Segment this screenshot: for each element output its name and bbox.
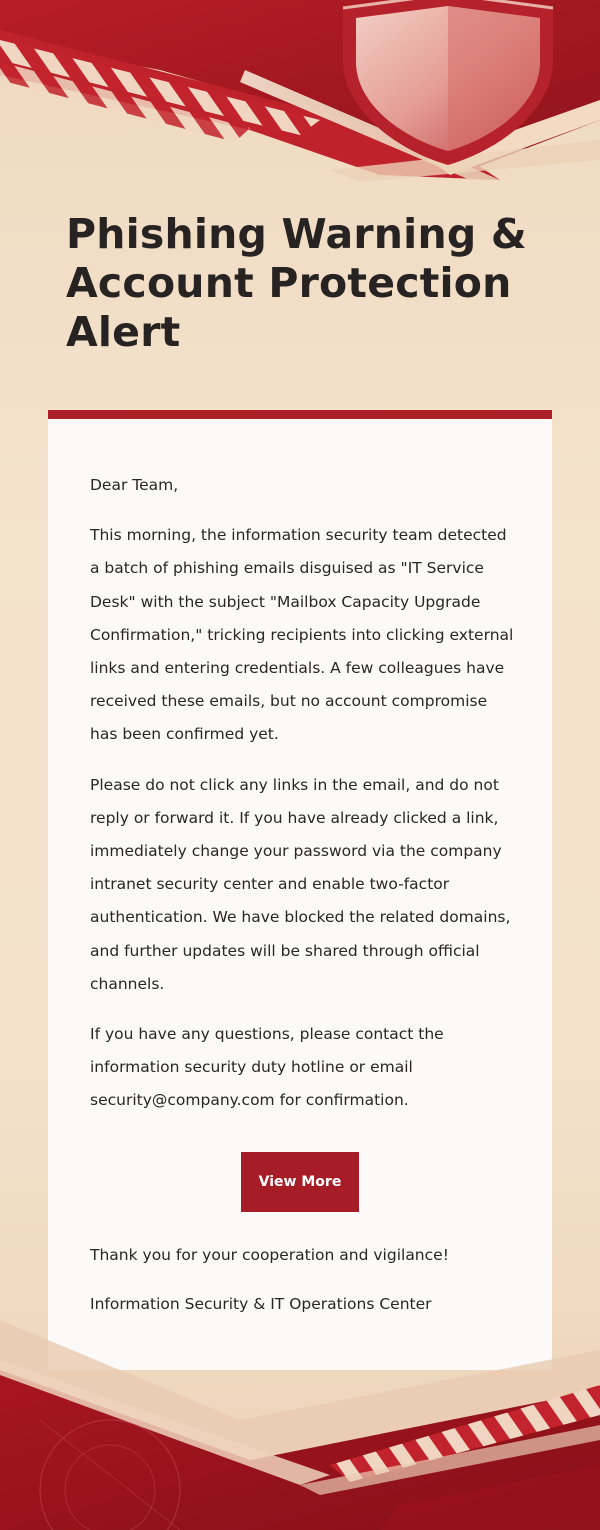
paragraph-contact: If you have any questions, please contact the information security duty hotline or email security@company.com for confirmation.: [90, 1025, 444, 1110]
greeting: Dear Team,: [90, 476, 179, 494]
email-body: [90, 469, 515, 1135]
footer-banner: [0, 1300, 600, 1530]
email-card: [48, 410, 552, 1370]
header-banner: [0, 0, 600, 200]
paragraph-detection: This morning, the information security team detected a batch of phishing emails disguised as "IT Service Desk" with the subject "Mailbox Capacity Upgrade Confirmation," tricking recipients into clicking external links and entering credentials. A few colleagues have received these emails, but no account compromise has been confirmed yet.: [90, 526, 514, 744]
signature: Information Security & IT Operations Center: [90, 1295, 432, 1313]
page-title: Phishing Warning & Account Protection Alert: [66, 210, 527, 356]
view-more-button[interactable]: View More: [241, 1152, 359, 1212]
thanks-text: Thank you for your cooperation and vigilance!: [90, 1246, 449, 1264]
paragraph-instructions: Please do not click any links in the email, and do not reply or forward it. If you have already clicked a link, immediately change your password via the company intranet security center and enable two-factor authentication. We have blocked the related domains, and further updates will be shared through official channels.: [90, 775, 511, 993]
